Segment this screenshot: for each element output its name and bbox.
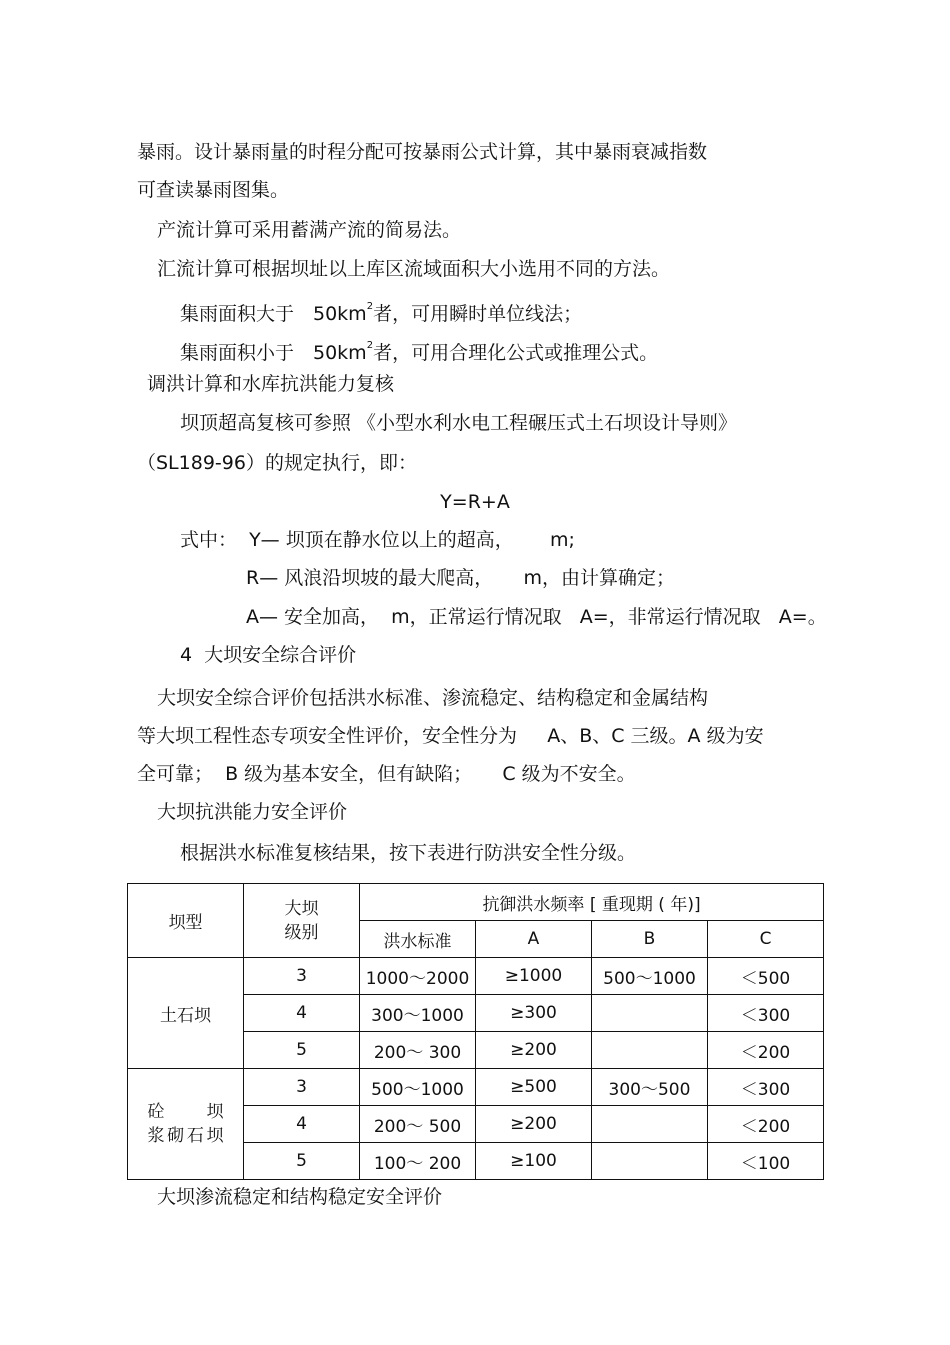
group-earth-rock-dam: 土石坝 — [128, 958, 244, 1069]
section-heading: 大坝渗流稳定和结构稳定安全评价 — [157, 1186, 443, 1208]
header-grade-a: A — [476, 921, 592, 958]
group2-name-line2: 浆砌石坝 — [147, 1126, 224, 1146]
table-row — [128, 1069, 824, 1106]
cell-level: 4 — [244, 995, 360, 1032]
cell-a: ≥100 — [476, 1143, 592, 1180]
cell-c: ＜200 — [708, 1032, 824, 1069]
cell-b — [592, 1032, 708, 1069]
cell-level: 5 — [244, 1143, 360, 1180]
cell-c: ＜300 — [708, 995, 824, 1032]
cell-a: ≥200 — [476, 1106, 592, 1143]
paragraph-line: 产流计算可采用蓄满产流的简易法。 — [157, 219, 462, 241]
catchment-small-method: 者，可用合理化公式或推理公式。 — [373, 342, 659, 364]
cell-b: 500～1000 — [592, 958, 708, 995]
header-dam-type: 坝型 — [128, 884, 244, 958]
paragraph-line: 汇流计算可根据坝址以上库区流域面积大小选用不同的方法。 — [157, 258, 671, 280]
group-concrete-masonry-dam — [128, 1069, 244, 1180]
catchment-large-text: 集雨面积大于 50km — [180, 303, 367, 325]
catchment-small-line — [180, 334, 658, 365]
cell-standard: 1000～2000 — [360, 958, 476, 995]
cell-c: ＜100 — [708, 1143, 824, 1180]
catchment-small-text: 集雨面积小于 50km — [180, 342, 367, 364]
header-flood-frequency: 抗御洪水频率 [ 重现期 ( 年)] — [360, 884, 824, 921]
section-heading: 调洪计算和水库抗洪能力复核 — [147, 373, 395, 395]
cell-b — [592, 995, 708, 1032]
header-grade-b: B — [592, 921, 708, 958]
superscript-2: 2 — [366, 340, 374, 351]
cell-standard: 200～ 300 — [360, 1032, 476, 1069]
table-row — [128, 958, 824, 995]
formula-legend-y: 式中： Y— 坝顶在静水位以上的超高， m; — [180, 529, 575, 551]
cell-b: 300～500 — [592, 1069, 708, 1106]
cell-standard: 100～ 200 — [360, 1143, 476, 1180]
cell-level: 4 — [244, 1106, 360, 1143]
cell-b — [592, 1106, 708, 1143]
cell-c: ＜500 — [708, 958, 824, 995]
cell-c: ＜300 — [708, 1069, 824, 1106]
section-heading: 大坝抗洪能力安全评价 — [157, 801, 348, 823]
section-heading: 4 大坝安全综合评价 — [180, 644, 357, 666]
paragraph-line: 全可靠； B 级为基本安全，但有缺陷； C 级为不安全。 — [137, 763, 636, 785]
paragraph-line: 坝顶超高复核可参照 《小型水利水电工程碾压式土石坝设计导则》 — [180, 412, 738, 434]
formula: Y=R+A — [440, 491, 510, 513]
catchment-large-line — [180, 295, 582, 326]
header-dam-level-line1: 大坝 — [284, 898, 319, 919]
cell-standard: 300～1000 — [360, 995, 476, 1032]
paragraph-line: 大坝安全综合评价包括洪水标准、渗流稳定、结构稳定和金属结构 — [157, 687, 709, 709]
formula-legend-a: A— 安全加高， m，正常运行情况取 A=，非常运行情况取 A=。 — [246, 606, 827, 628]
paragraph-line: 可查读暴雨图集。 — [137, 179, 290, 201]
cell-a: ≥500 — [476, 1069, 592, 1106]
paragraph-line: （SL189-96）的规定执行，即： — [137, 452, 417, 474]
cell-b — [592, 1143, 708, 1180]
header-dam-level — [244, 884, 360, 958]
header-dam-level-line2: 级别 — [284, 922, 319, 943]
flood-safety-table — [127, 883, 824, 1180]
catchment-large-method: 者，可用瞬时单位线法； — [373, 303, 583, 325]
paragraph-line: 暴雨。设计暴雨量的时程分配可按暴雨公式计算，其中暴雨衰减指数 — [137, 141, 708, 163]
cell-level: 5 — [244, 1032, 360, 1069]
cell-c: ＜200 — [708, 1106, 824, 1143]
cell-a: ≥200 — [476, 1032, 592, 1069]
paragraph-line: 等大坝工程性态专项安全性评价，安全性分为 A、B、C 三级。A 级为安 — [137, 725, 764, 747]
cell-level: 3 — [244, 1069, 360, 1106]
header-flood-standard: 洪水标准 — [360, 921, 476, 958]
header-grade-c: C — [708, 921, 824, 958]
cell-standard: 500～1000 — [360, 1069, 476, 1106]
superscript-2: 2 — [366, 301, 374, 312]
cell-level: 3 — [244, 958, 360, 995]
paragraph-line: 根据洪水标准复核结果，按下表进行防洪安全性分级。 — [180, 842, 637, 864]
cell-a: ≥300 — [476, 995, 592, 1032]
formula-legend-r: R— 风浪沿坝坡的最大爬高， m，由计算确定； — [246, 567, 675, 589]
cell-standard: 200～ 500 — [360, 1106, 476, 1143]
group2-name-line1: 砼 坝 — [147, 1102, 224, 1122]
cell-a: ≥1000 — [476, 958, 592, 995]
